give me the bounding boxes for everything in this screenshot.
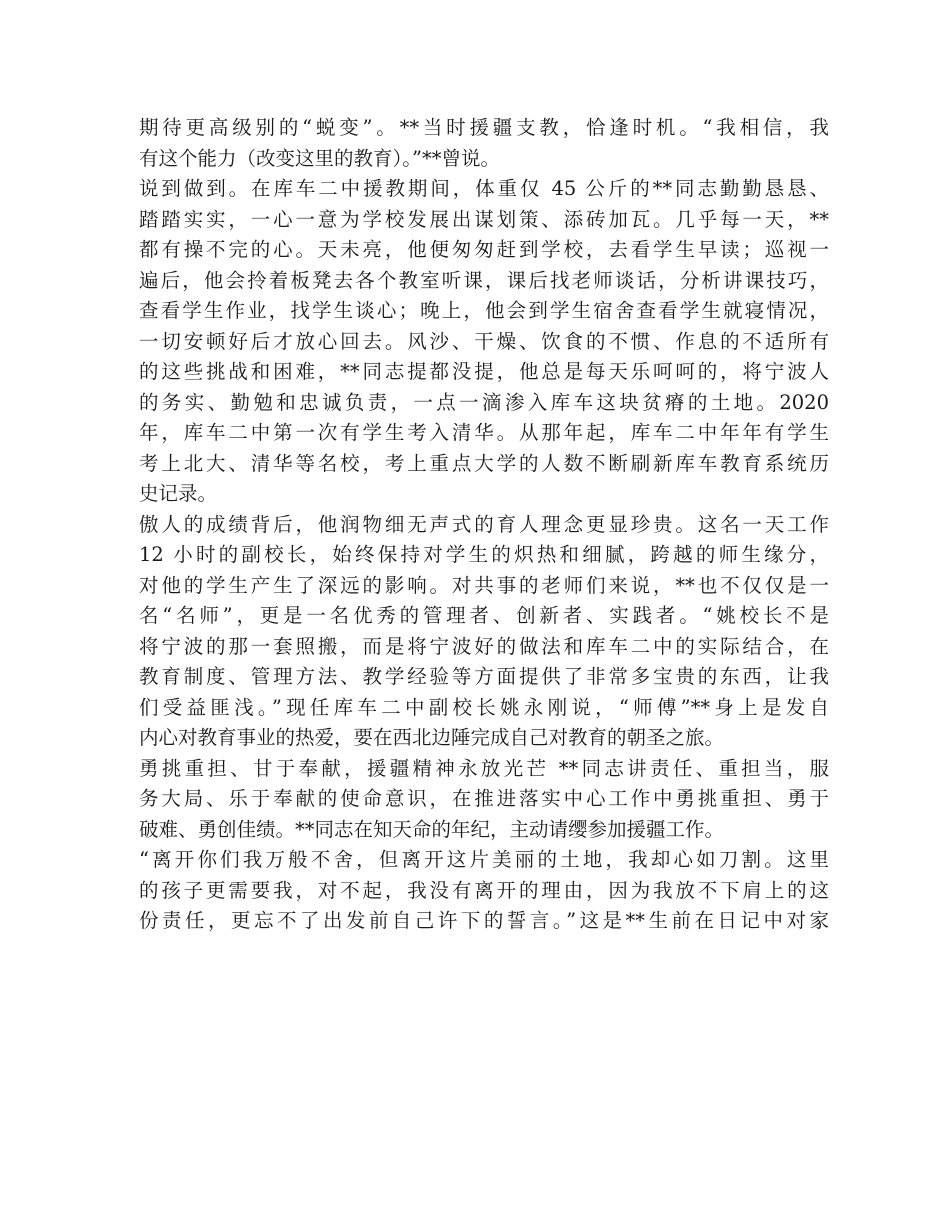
- text-line: 期待更高级别的“蜕变”。**当时援疆支教，恰逢时机。“我相信，我: [139, 116, 829, 139]
- text-line: 将宁波的那一套照搬，而是将宁波好的做法和库车二中的实际结合，在: [139, 634, 829, 658]
- text-line: 名“名师”，更是一名优秀的管理者、创新者、实践者。“姚校长不是: [139, 604, 829, 627]
- text-line: 史记录。: [139, 482, 218, 505]
- text-line: 年，库车二中第一次有学生考入清华。从那年起，库车二中年年有学生: [139, 421, 829, 444]
- text-line: 们受益匪浅。”现任库车二中副校长姚永刚说，“师傅”**身上是发自: [139, 695, 829, 719]
- paragraph-2: [139, 174, 829, 510]
- text-line: 遍后，他会拎着板凳去各个教室听课，课后找老师谈话，分析讲课技巧，: [139, 268, 829, 292]
- text-line: 一切安顿好后才放心回去。风沙、干燥、饮食的不惯、作息的不适所有: [139, 329, 829, 353]
- text-line: 破难、勇创佳绩。**同志在知天命的年纪，主动请缨参加援疆工作。: [139, 817, 725, 841]
- text-line: 的务实、勤勉和忠诚负责，一点一滴渗入库车这块贫瘠的土地。2020: [139, 390, 829, 414]
- text-line: 对他的学生产生了深远的影响。对共事的老师们来说，**也不仅仅是一: [139, 573, 829, 597]
- text-line: 傲人的成绩背后，他润物细无声式的育人理念更显珍贵。这名一天工作: [139, 512, 829, 536]
- text-line: 勇挑重担、甘于奉献，援疆精神永放光芒 **同志讲责任、重担当，服: [139, 756, 829, 780]
- document-body: [139, 113, 829, 937]
- text-line: 内心对教育事业的热爱，要在西北边陲完成自己对教育的朝圣之旅。: [139, 726, 725, 749]
- paragraph-1: [139, 113, 829, 174]
- text-line: “离开你们我万般不舍，但离开这片美丽的土地，我却心如刀割。这里: [139, 848, 829, 871]
- text-line: 的这些挑战和困难，**同志提都没提，他总是每天乐呵呵的，将宁波人: [139, 360, 829, 383]
- text-line: 考上北大、清华等名校，考上重点大学的人数不断刷新库车教育系统历: [139, 451, 829, 475]
- text-line: 踏踏实实，一心一意为学校发展出谋划策、添砖加瓦。几乎每一天，**: [139, 207, 829, 231]
- text-line: 务大局、乐于奉献的使命意识，在推进落实中心工作中勇挑重担、勇于: [139, 787, 829, 810]
- paragraph-4: [139, 754, 829, 937]
- paragraph-3: [139, 510, 829, 754]
- text-line: 教育制度、管理方法、教学经验等方面提供了非常多宝贵的东西，让我: [139, 665, 829, 688]
- text-line: 都有操不完的心。天未亮，他便匆匆赶到学校，去看学生早读；巡视一: [139, 238, 829, 261]
- text-line: 份责任，更忘不了出发前自己许下的誓言。”这是**生前在日记中对家: [139, 909, 829, 932]
- text-line: 查看学生作业，找学生谈心；晚上，他会到学生宿舍查看学生就寝情况，: [139, 299, 829, 322]
- text-line: 说到做到。在库车二中援教期间，体重仅 45 公斤的**同志勤勤恳恳、: [139, 177, 829, 200]
- text-line: 的孩子更需要我，对不起，我没有离开的理由，因为我放不下肩上的这: [139, 878, 829, 902]
- text-line: 有这个能力（改变这里的教育）。”**曾说。: [139, 146, 500, 170]
- text-line: 12 小时的副校长，始终保持对学生的炽热和细腻，跨越的师生缘分，: [139, 543, 829, 566]
